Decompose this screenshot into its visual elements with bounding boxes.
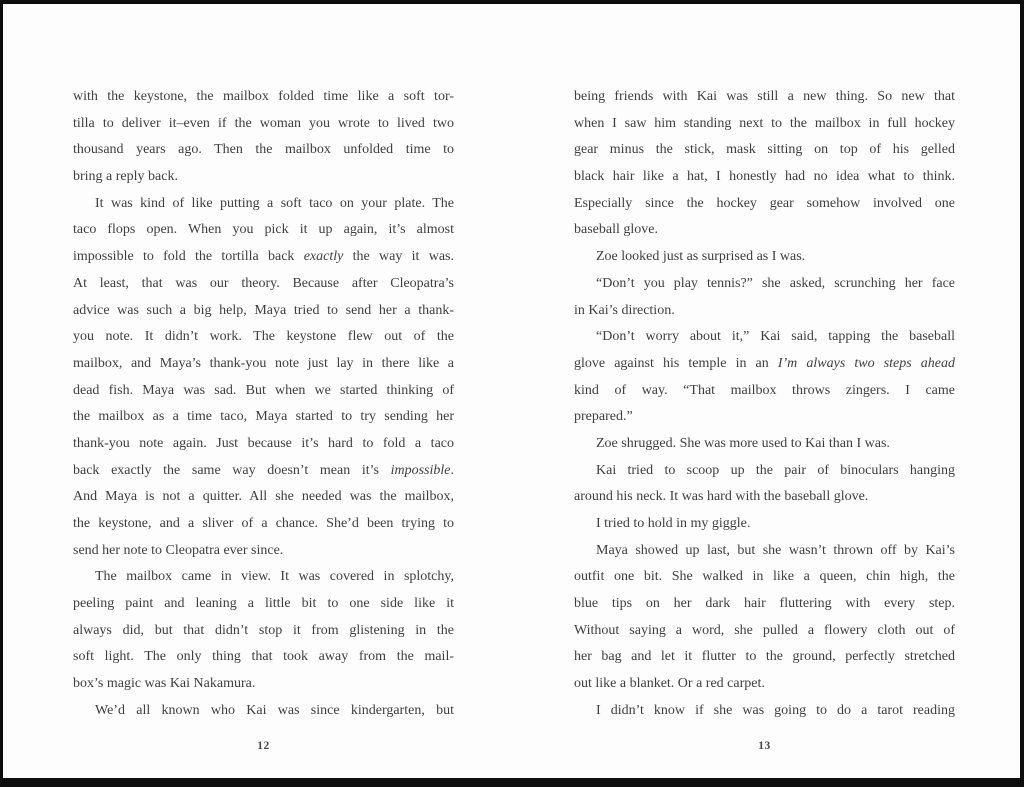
right-page-number: 13 [758,740,771,752]
text-line: send her note to Cleopatra ever since. [73,542,284,558]
text-line: the mailbox as a time taco, Maya started to try sending her [73,409,454,425]
text-line: her bag and let it flutter to the ground, perfectly stretched [574,649,955,665]
text-line: We’d all known who Kai was since kindergarten, but [95,702,454,718]
right-page-text [574,84,955,725]
text-line: Zoe shrugged. She was more used to Kai than I was. [596,435,890,451]
text-line: advice was such a big help, Maya tried to send her a thank- [73,302,454,318]
text-line: Without saying a word, she pulled a flowery cloth out of [574,622,955,638]
text-line: glove against his temple in an I’m always two steps ahead [574,355,955,371]
text-line: around his neck. It was hard with the baseball glove. [574,489,869,505]
text-line: I tried to hold in my giggle. [596,516,751,531]
text-line: box’s magic was Kai Nakamura. [73,676,256,692]
text-line: soft light. The only thing that took away from the mail- [73,649,454,665]
text-line: in Kai’s direction. [574,302,675,318]
text-line: prepared.” [574,409,633,425]
text-line: At least, that was our theory. Because after Cleopatra’s [73,275,454,291]
text-line: blue tips on her dark hair fluttering with every step. [574,596,955,612]
text-line: with the keystone, the mailbox folded time like a soft tor- [73,89,454,104]
text-line: baseball glove. [574,222,658,238]
book-spread [3,4,1020,778]
text-line: I didn’t know if she was going to do a tarot reading [596,702,955,718]
text-line: the keystone, and a sliver of a chance. She’d been trying to [73,516,454,531]
text-line: thousand years ago. Then the mailbox unfolded time to [73,142,454,158]
text-line: It was kind of like putting a soft taco on your plate. The [95,195,454,211]
left-page-number: 12 [257,740,270,752]
text-line: mailbox, and Maya’s thank-you note just lay in there like a [73,355,454,371]
text-line: The mailbox came in view. It was covered in splotchy, [95,569,454,585]
text-line: “Don’t you play tennis?” she asked, scrunching her face [596,275,955,291]
text-line: bring a reply back. [73,169,178,185]
text-line: back exactly the same way doesn’t mean it’s impossible. [73,462,454,478]
text-line: gear minus the stick, mask sitting on top of his gelled [574,142,955,158]
text-line: Kai tried to scoop up the pair of binoculars hanging [596,462,955,478]
text-line: kind of way. “That mailbox throws zingers. I came [574,382,955,398]
text-line: black hair like a hat, I honestly had no idea what to think. [574,169,955,185]
text-line: Maya showed up last, but she wasn’t thrown off by Kai’s [596,542,955,558]
text-line: taco flops open. When you pick it up again, it’s almost [73,222,454,238]
text-line: impossible to fold the tortilla back exactly the way it was. [73,249,455,265]
text-line: thank-you note again. Just because it’s hard to fold a taco [73,435,454,451]
text-line: out like a blanket. Or a red carpet. [574,676,765,692]
text-line: always did, but that didn’t stop it from glistening in the [73,622,454,638]
text-line: outfit one bit. She walked in like a queen, chin high, the [574,569,955,585]
text-line: when I saw him standing next to the mailbox in full hockey [574,115,955,131]
left-page-text [73,84,454,725]
text-line: And Maya is not a quitter. All she needed was the mailbox, [73,489,454,505]
text-line: tilla to deliver it–even if the woman you wrote to lived two [73,115,454,131]
text-line: Zoe looked just as surprised as I was. [596,249,806,265]
text-line: you note. It didn’t work. The keystone flew out of the [73,329,454,345]
text-line: being friends with Kai was still a new thing. So new that [574,89,955,104]
text-line: dead fish. Maya was sad. But when we started thinking of [73,382,454,398]
text-line: peeling paint and leaning a little bit to one side like it [73,596,454,612]
text-line: Especially since the hockey gear somehow involved one [574,195,955,211]
text-line: “Don’t worry about it,” Kai said, tapping the baseball [596,329,955,345]
